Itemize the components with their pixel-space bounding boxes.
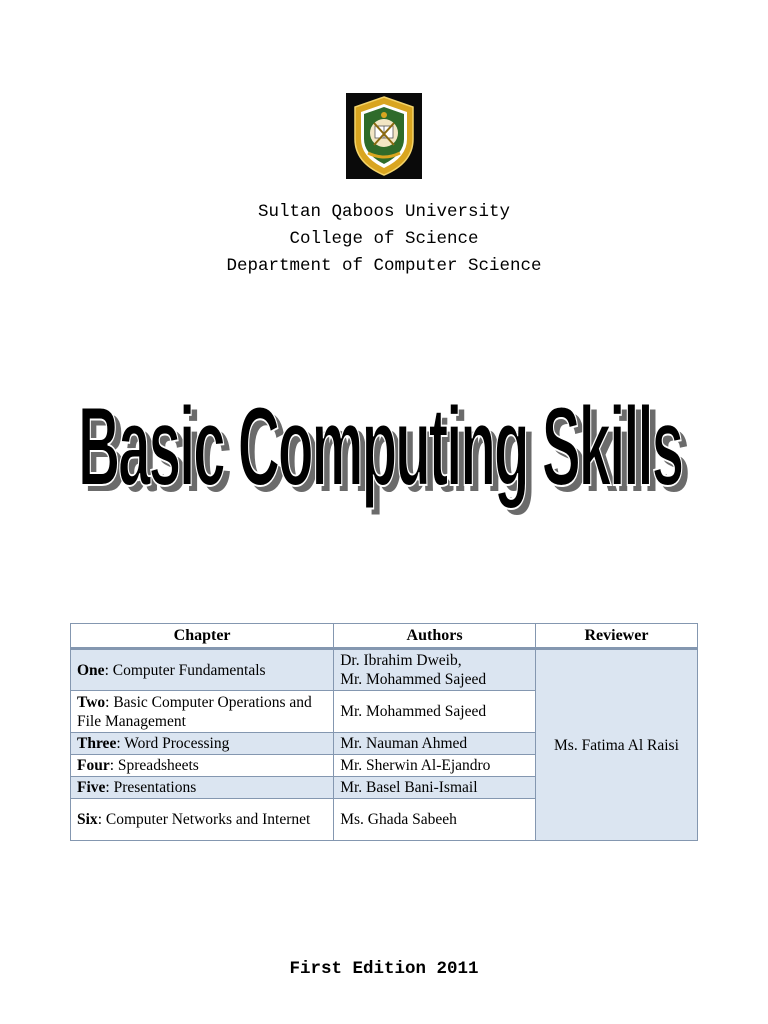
chapter-cell — [71, 649, 334, 691]
author-name: Dr. Ibrahim Dweib, — [340, 652, 462, 669]
chapter-name: : Spreadsheets — [109, 757, 199, 774]
author-name: Mr. Nauman Ahmed — [340, 735, 468, 752]
table-header-row — [71, 624, 698, 649]
chapter-number: Two — [77, 693, 106, 711]
author-name: Ms. Ghada Sabeeh — [340, 811, 457, 828]
header-chapter: Chapter — [71, 624, 334, 649]
header-authors: Authors — [334, 624, 536, 649]
author-name: Mr. Mohammed Sajeed — [340, 671, 487, 688]
chapter-number: Four — [77, 757, 110, 774]
institution-block — [0, 199, 768, 280]
university-name: Sultan Qaboos University — [257, 202, 511, 222]
chapter-cell — [71, 733, 334, 755]
department-name: Department of Computer Science — [226, 256, 542, 276]
university-crest-icon — [346, 93, 422, 179]
chapters-table — [70, 623, 698, 841]
chapter-cell — [71, 755, 334, 777]
chapter-cell — [71, 691, 334, 733]
book-title-block — [76, 375, 692, 560]
chapter-name: : Computer Networks and Internet — [97, 811, 311, 828]
chapter-name: : Computer Fundamentals — [104, 661, 266, 679]
authors-cell — [334, 733, 536, 755]
authors-cell — [334, 691, 536, 733]
authors-cell — [334, 649, 536, 691]
author-name: Mr. Sherwin Al-Ejandro — [340, 757, 491, 774]
chapter-name: : Presentations — [105, 779, 197, 796]
edition-label: First Edition 2011 — [289, 959, 479, 979]
authors-cell — [334, 777, 536, 799]
book-title: Basic Computing Skills — [78, 384, 682, 509]
college-name: College of Science — [289, 229, 479, 249]
chapter-number: Six — [77, 811, 98, 828]
author-name: Mr. Mohammed Sajeed — [340, 703, 487, 720]
reviewer-cell: Ms. Fatima Al Raisi — [535, 649, 697, 841]
chapter-number: Five — [77, 779, 106, 796]
chapter-name: : Basic Computer Operations and File Management — [77, 693, 312, 730]
authors-cell — [334, 799, 536, 841]
header-reviewer: Reviewer — [535, 624, 697, 649]
table-row — [71, 649, 698, 691]
chapter-number: One — [77, 661, 105, 679]
chapter-number: Three — [77, 735, 117, 752]
chapter-name: : Word Processing — [116, 735, 230, 752]
chapter-cell — [71, 777, 334, 799]
book-title-shadow: Basic Computing Skills — [84, 390, 688, 515]
author-name: Mr. Basel Bani-Ismail — [340, 779, 478, 796]
authors-cell — [334, 755, 536, 777]
chapter-cell — [71, 799, 334, 841]
